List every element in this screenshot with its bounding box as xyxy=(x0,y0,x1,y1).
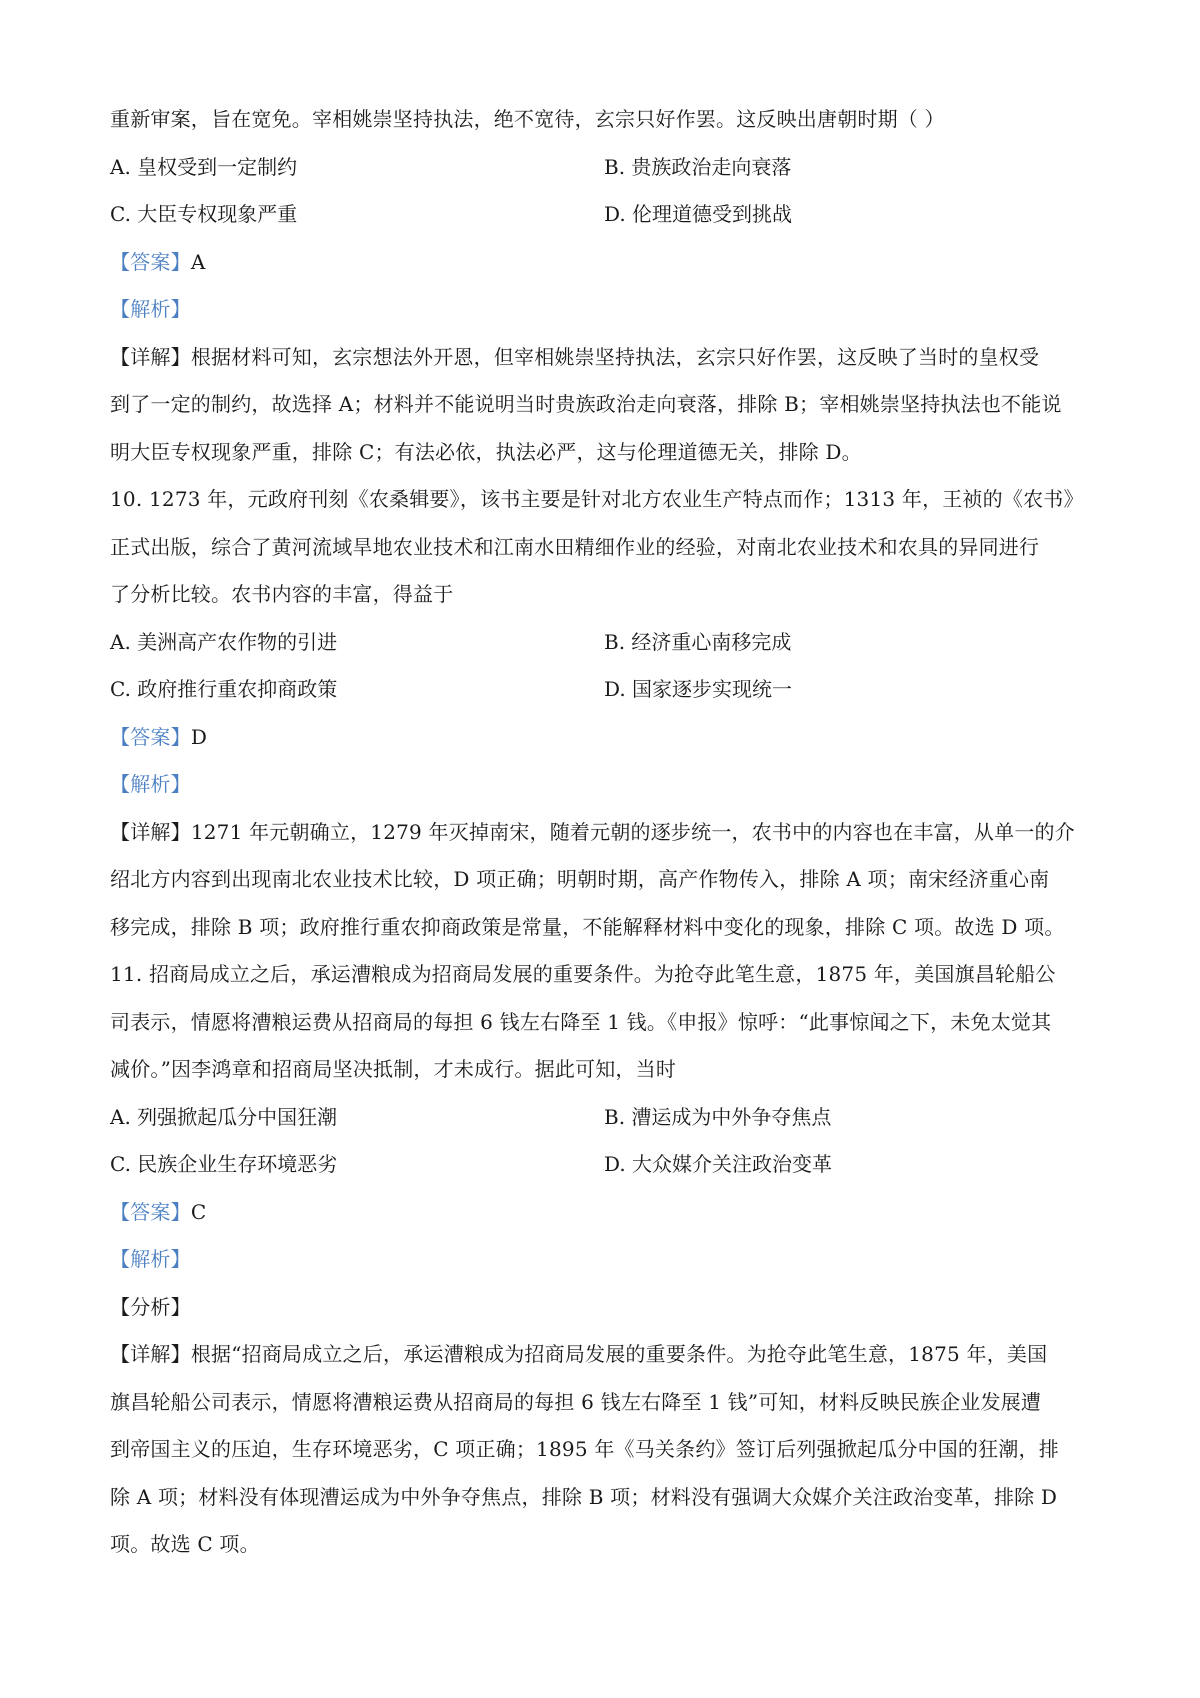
q11-fenxi xyxy=(110,1284,1100,1332)
q11-option-a: A. 列强掀起瓜分中国狂潮 xyxy=(110,1104,338,1129)
q10-answer xyxy=(110,714,1100,762)
q9-answer-value: A xyxy=(190,249,206,274)
q11-detail-tag: 【详解】 xyxy=(110,1342,191,1366)
q11-stem-line-2: 司表示，情愿将漕粮运费从招商局的每担 6 钱左右降至 1 钱。《申报》惊呼：“此事惊闻之下，未免太觉其 xyxy=(110,1009,1052,1034)
q11-detail-text-1: 根据“招商局成立之后，承运漕粮成为招商局发展的重要条件。为抢夺此笔生意，1875 年，美国 xyxy=(190,1342,1048,1366)
q10-option-c: C. 政府推行重农抑商政策 xyxy=(110,677,338,701)
q9-analysis-tag: 【解析】 xyxy=(110,297,191,321)
q9-detail-line-1 xyxy=(110,334,1100,382)
q11-fenxi-tag: 【分析】 xyxy=(110,1294,191,1319)
q10-answer-tag: 【答案】 xyxy=(110,724,191,749)
q9-analysis xyxy=(110,286,1100,334)
q10-analysis-tag: 【解析】 xyxy=(110,772,191,796)
q11-stem-line-1: 11. 招商局成立之后，承运漕粮成为招商局发展的重要条件。为抢夺此笔生意，1875 年，美国旗昌轮船公 xyxy=(110,962,1056,986)
q9-detail-line-2: 到了一定的制约，故选择 A；材料并不能说明当时贵族政治走向衰落，排除 B；宰相姚崇坚持执法也不能说 xyxy=(110,392,1062,416)
q10-detail-text-1: 1271 年元朝确立，1279 年灭掉南宋，随着元朝的逐步统一，农书中的内容也在丰富，从单一的介 xyxy=(190,819,1075,844)
document-page xyxy=(110,96,1100,1569)
q9-option-a: A. 皇权受到一定制约 xyxy=(110,154,298,179)
q10-option-d: D. 国家逐步实现统一 xyxy=(604,677,793,701)
q11-detail-line-1 xyxy=(110,1331,1100,1379)
q10-stem-line-2: 正式出版，综合了黄河流域旱地农业技术和江南水田精细作业的经验，对南北农业技术和农具的异同进行 xyxy=(110,534,1040,559)
q10-option-a: A. 美洲高产农作物的引进 xyxy=(110,629,338,654)
q9-detail-text-1: 根据材料可知，玄宗想法外开恩，但宰相姚崇坚持执法，玄宗只好作罢，这反映了当时的皇权受 xyxy=(190,344,1040,369)
q10-options-row-2 xyxy=(110,666,1100,714)
q9-option-c: C. 大臣专权现象严重 xyxy=(110,202,298,226)
q11-detail-line-2: 旗昌轮船公司表示，情愿将漕粮运费从招商局的每担 6 钱左右降至 1 钱”可知，材料反映民族企业发展遭 xyxy=(110,1389,1042,1414)
q10-detail-line-3: 移完成，排除 B 项；政府推行重农抑商政策是常量，不能解释材料中变化的现象，排除 C 项。故选 D 项。 xyxy=(110,914,1065,939)
q10-stem-line-3: 了分析比较。农书内容的丰富，得益于 xyxy=(110,582,454,606)
q10-detail-line-1 xyxy=(110,809,1100,857)
q11-option-b: B. 漕运成为中外争夺焦点 xyxy=(604,1104,832,1129)
q9-options-row-1 xyxy=(110,144,1100,192)
q11-options-row-2 xyxy=(110,1141,1100,1189)
q11-answer-tag: 【答案】 xyxy=(110,1199,191,1224)
q9-option-b: B. 贵族政治走向衰落 xyxy=(604,154,792,179)
q11-detail-line-5: 项。故选 C 项。 xyxy=(110,1532,260,1556)
q10-answer-value: D xyxy=(190,724,208,749)
q11-stem-line-3: 减价。”因李鸿章和招商局坚决抵制，才未成行。据此可知，当时 xyxy=(110,1057,677,1081)
q10-options-row-1 xyxy=(110,619,1100,667)
q10-analysis xyxy=(110,761,1100,809)
q11-answer-value: C xyxy=(190,1199,207,1224)
q9-answer xyxy=(110,239,1100,287)
q9-answer-tag: 【答案】 xyxy=(110,249,191,274)
q10-detail-line-2: 绍北方内容到出现南北农业技术比较，D 项正确；明朝时期，高产作物传入，排除 A 项；南宋经济重心南 xyxy=(110,867,1050,891)
q11-analysis xyxy=(110,1236,1100,1284)
q11-analysis-tag: 【解析】 xyxy=(110,1247,191,1271)
q9-stem-tail: 重新审案，旨在宽免。宰相姚崇坚持执法，绝不宽待，玄宗只好作罢。这反映出唐朝时期（ ） xyxy=(110,107,945,131)
q9-option-d: D. 伦理道德受到挑战 xyxy=(604,202,793,226)
q11-options-row-1 xyxy=(110,1094,1100,1142)
q9-options-row-2 xyxy=(110,191,1100,239)
q11-answer xyxy=(110,1189,1100,1237)
q11-option-c: C. 民族企业生存环境恶劣 xyxy=(110,1152,338,1176)
q11-option-d: D. 大众媒介关注政治变革 xyxy=(604,1152,833,1176)
q10-option-b: B. 经济重心南移完成 xyxy=(604,629,792,654)
q9-detail-tag: 【详解】 xyxy=(110,344,191,369)
q9-detail-line-3: 明大臣专权现象严重，排除 C；有法必依，执法必严，这与伦理道德无关，排除 D。 xyxy=(110,439,862,464)
q11-detail-line-4: 除 A 项；材料没有体现漕运成为中外争夺焦点，排除 B 项；材料没有强调大众媒介关注政治变革，排除 D xyxy=(110,1484,1058,1509)
q11-detail-line-3: 到帝国主义的压迫，生存环境恶劣，C 项正确；1895 年《马关条约》签订后列强掀起瓜分中国的狂潮，排 xyxy=(110,1437,1059,1461)
q10-detail-tag: 【详解】 xyxy=(110,819,191,844)
q10-stem-line-1: 10. 1273 年，元政府刊刻《农桑辑要》，该书主要是针对北方农业生产特点而作；1313 年，王祯的《农书》 xyxy=(110,487,1084,511)
